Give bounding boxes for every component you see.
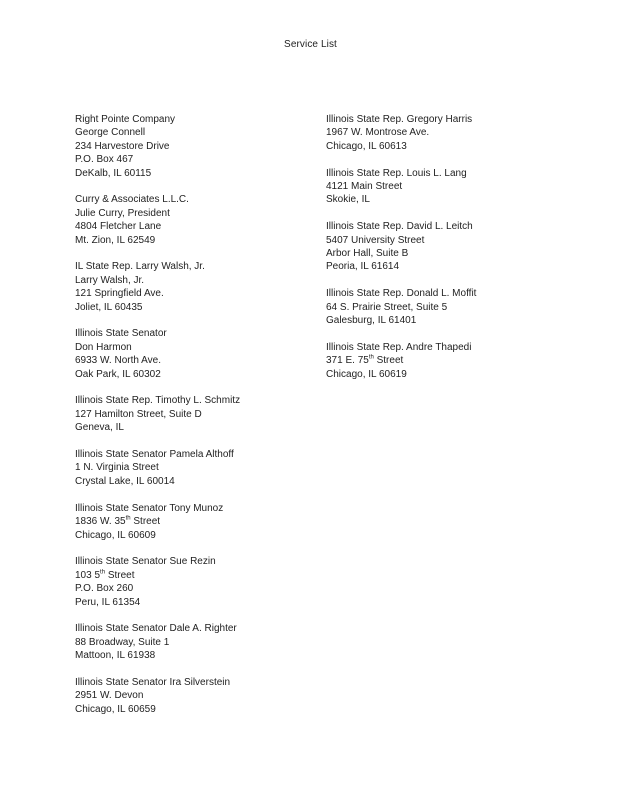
address-entry	[75, 622, 295, 662]
line-text: 1 N. Virginia Street	[75, 462, 159, 474]
line-text: Crystal Lake, IL 60014	[75, 475, 175, 487]
line-text: Illinois State Senator Dale A. Righter	[75, 623, 237, 635]
entry-name	[75, 193, 295, 206]
line-text: IL State Rep. Larry Walsh, Jr.	[75, 261, 205, 273]
address-line	[75, 140, 295, 153]
address-line	[75, 341, 295, 354]
line-text: Peru, IL 61354	[75, 596, 141, 608]
entry-name	[326, 287, 546, 300]
address-line	[75, 408, 295, 421]
address-line	[75, 461, 295, 474]
line-text: Oak Park, IL 60302	[75, 368, 161, 380]
address-entry	[326, 113, 546, 153]
entry-name	[75, 260, 295, 273]
address-line	[75, 368, 295, 381]
address-line	[75, 529, 295, 542]
address-line	[75, 354, 295, 367]
address-line	[75, 220, 295, 233]
line-text: Illinois State Rep. Louis L. Lang	[326, 167, 467, 179]
address-line	[326, 260, 546, 273]
entry-name	[326, 113, 546, 126]
address-line	[326, 354, 546, 367]
ordinal-suffix: th	[125, 515, 131, 522]
line-text: 5407 University Street	[326, 234, 425, 246]
line-text: Geneva, IL	[75, 422, 124, 434]
address-entry	[326, 341, 546, 381]
address-line	[75, 126, 295, 139]
address-line	[75, 234, 295, 247]
line-text: Illinois State Rep. Timothy L. Schmitz	[75, 395, 241, 407]
address-line	[75, 475, 295, 488]
entry-name	[75, 502, 295, 515]
entry-name	[326, 341, 546, 354]
address-line	[75, 689, 295, 702]
line-text: Illinois State Senator Pamela Althoff	[75, 449, 234, 461]
line-text: Chicago, IL 60659	[75, 703, 156, 715]
line-text: 121 Springfield Ave.	[75, 288, 164, 300]
line-text: Illinois State Rep. Andre Thapedi	[326, 341, 472, 353]
line-text: Arbor Hall, Suite B	[326, 248, 409, 260]
entry-name	[326, 167, 546, 180]
address-entry	[75, 113, 295, 180]
service-list-left-column	[75, 113, 295, 730]
address-line	[326, 247, 546, 260]
line-text: Illinois State Rep. Gregory Harris	[326, 114, 473, 125]
address-line	[75, 301, 295, 314]
address-entry	[75, 193, 295, 247]
line-text: Right Pointe Company	[75, 114, 176, 125]
line-text: 371 E. 75	[326, 355, 369, 367]
address-entry	[75, 448, 295, 488]
address-entry	[326, 287, 546, 327]
line-text: 1967 W. Montrose Ave.	[326, 127, 430, 139]
line-text: Illinois State Senator Ira Silverstein	[75, 676, 231, 688]
address-entry	[75, 502, 295, 542]
entry-name	[75, 394, 295, 407]
entry-name	[75, 676, 295, 689]
address-line	[75, 207, 295, 220]
entry-name	[75, 622, 295, 635]
line-text: 4121 Main Street	[326, 181, 403, 193]
line-text: Illinois State Rep. David L. Leitch	[326, 221, 473, 233]
address-line	[326, 301, 546, 314]
address-line	[75, 287, 295, 300]
address-entry	[75, 327, 295, 381]
address-line	[75, 649, 295, 662]
address-line	[75, 569, 295, 582]
address-line	[326, 368, 546, 381]
address-entry	[75, 394, 295, 434]
line-text: Illinois State Senator Tony Munoz	[75, 502, 224, 514]
line-text: Illinois State Rep. Donald L. Moffit	[326, 288, 477, 300]
line-text: Don Harmon	[75, 341, 132, 353]
address-line	[326, 234, 546, 247]
address-line	[326, 180, 546, 193]
line-text: Peoria, IL 61614	[326, 261, 400, 273]
entry-name	[75, 555, 295, 568]
address-line	[326, 140, 546, 153]
address-line	[75, 636, 295, 649]
service-list-right-column	[326, 113, 546, 394]
line-text: Galesburg, IL 61401	[326, 315, 417, 327]
address-line	[326, 314, 546, 327]
line-text: Illinois State Senator Sue Rezin	[75, 556, 216, 568]
line-text: 127 Hamilton Street, Suite D	[75, 408, 202, 420]
line-text: 2951 W. Devon	[75, 690, 144, 702]
entry-name	[75, 448, 295, 461]
address-line	[75, 153, 295, 166]
address-line	[75, 596, 295, 609]
address-entry	[75, 555, 295, 609]
line-text: 234 Harvestore Drive	[75, 140, 170, 152]
line-text: P.O. Box 467	[75, 154, 134, 166]
line-text: 103 5	[75, 569, 101, 581]
line-text-after: Street	[373, 355, 404, 367]
address-line	[75, 274, 295, 287]
address-entry	[75, 260, 295, 314]
line-text: Curry & Associates L.L.C.	[75, 194, 189, 206]
entry-name	[326, 220, 546, 233]
ordinal-suffix: th	[100, 569, 106, 576]
ordinal-suffix: th	[368, 354, 374, 361]
line-text: 4804 Fletcher Lane	[75, 221, 162, 233]
line-text: Skokie, IL	[326, 194, 370, 206]
line-text: Julie Curry, President	[75, 207, 170, 219]
address-line	[75, 167, 295, 180]
address-line	[75, 703, 295, 716]
address-line	[75, 582, 295, 595]
line-text: 1836 W. 35	[75, 516, 126, 528]
address-entry	[326, 220, 546, 274]
line-text: Chicago, IL 60613	[326, 140, 407, 152]
line-text: Mattoon, IL 61938	[75, 650, 156, 662]
line-text: P.O. Box 260	[75, 583, 134, 595]
line-text: 6933 W. North Ave.	[75, 355, 161, 367]
line-text: Mt. Zion, IL 62549	[75, 234, 156, 246]
line-text: George Connell	[75, 127, 146, 139]
line-text: DeKalb, IL 60115	[75, 167, 152, 179]
line-text: Larry Walsh, Jr.	[75, 274, 145, 286]
entry-name	[75, 327, 295, 340]
line-text: Chicago, IL 60609	[75, 529, 156, 541]
address-line	[326, 126, 546, 139]
line-text: 88 Broadway, Suite 1	[75, 636, 170, 648]
line-text: 64 S. Prairie Street, Suite 5	[326, 301, 448, 313]
line-text: Joliet, IL 60435	[75, 301, 143, 313]
address-line	[75, 421, 295, 434]
address-entry	[326, 167, 546, 207]
address-line	[75, 515, 295, 528]
line-text-after: Street	[130, 516, 161, 528]
line-text: Chicago, IL 60619	[326, 368, 407, 380]
entry-name	[75, 113, 295, 126]
address-line	[326, 193, 546, 206]
line-text: Illinois State Senator	[75, 328, 167, 340]
line-text-after: Street	[105, 569, 135, 581]
page-title: Service List	[284, 39, 337, 50]
address-entry	[75, 676, 295, 716]
